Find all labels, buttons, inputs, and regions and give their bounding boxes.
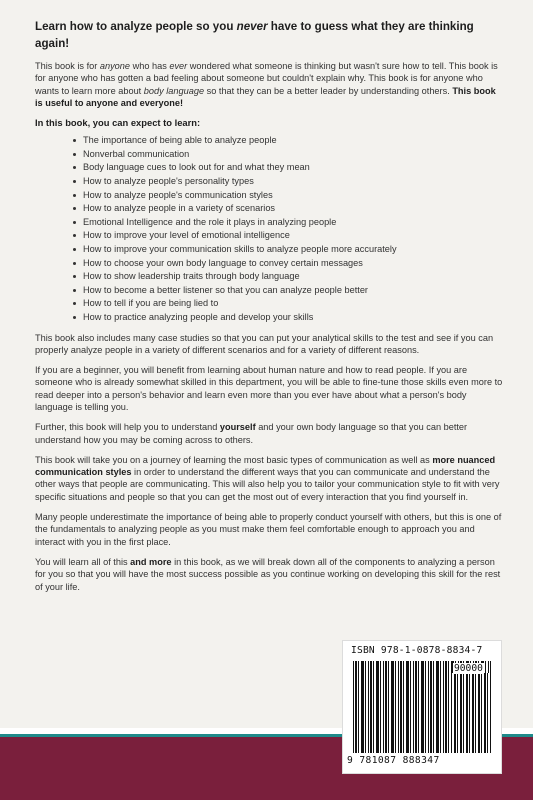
further-text-b: and your own body language so that you can better understand how you may be coming across to others. [35,422,468,445]
intro-text-4: so that they can be a better leader by understanding others. [204,85,453,96]
intro-em-ever: ever [169,61,188,71]
intro-text-3: wondered what someone is thinking but wasn't sure how to tell. This book is for anyone who has gotten a bad feeling about someone but couldn't explain why. This book is for anyone who wants to learn more about [35,61,498,96]
list-item: Body language cues to look out for and what they mean [83,161,503,175]
journey-text-b: in order to understand the different ways that you can communicate and understand the other ways that people are communicating. This will also help you to tailor your communication style to fit with very specific situations and people so that you can get the most out of every interaction that you find yourself in. [35,467,500,502]
list-item: How to show leadership traits through body language [83,270,503,284]
learn-all-text-b: in this book, as we will break down all of the components to analyzing a person for you so that you will have the most success possible as you continue working on developing this skill for the rest of your life. [35,556,501,592]
list-item: How to improve your level of emotional intelligence [83,229,503,243]
learn-list [35,134,503,324]
list-item: How to analyze people's communication styles [83,189,503,203]
underestimate-paragraph: Many people underestimate the importance of being able to properly conduct yourself with others, but this is one of the fundamentals to analyzing people as you must make them feel comfortable enough to approach you and interact with you in the first place. [35,512,502,547]
isbn-barcode [342,640,502,774]
barcode-digits: 9 781087 888347 [347,755,440,766]
list-item: How to improve your communication skills to analyze people more accurately [83,243,503,257]
beginner-paragraph: If you are a beginner, you will benefit from learning about human nature and how to read people. If you are someone who is already somewhat skilled in this department, you will be able to fine-tune those skills even more to read deeper into a person's behavior and learn even more than you ever have about what a person's body language is telling you. [35,365,503,412]
isbn-text: ISBN 978-1-0878-8834-7 [351,645,483,656]
barcode-addon-digits: 90000 [454,663,483,674]
list-item: How to tell if you are being lied to [83,297,503,311]
intro-em-anyone: anyone [99,61,131,71]
intro-em-body-language: body language [143,85,205,96]
blurb-content [35,18,503,601]
headline-emphasis: never [236,20,268,33]
list-item: How to analyze people's personality types [83,175,503,189]
intro-paragraph [35,60,503,109]
learn-all-bold: and more [130,556,172,567]
list-item: How to practice analyzing people and develop your skills [83,311,503,325]
further-text-a: Further, this book will help you to understand [35,422,220,433]
list-item: The importance of being able to analyze people [83,134,503,148]
journey-text-a: This book will take you on a journey of learning the most basic types of communication as well as [35,454,433,465]
list-item: How to become a better listener so that you can analyze people better [83,284,503,298]
further-paragraph [35,421,503,446]
learn-all-paragraph [35,556,503,593]
learn-heading: In this book, you can expect to learn: [35,117,201,129]
further-bold: yourself [219,422,256,433]
headline [35,18,503,52]
journey-bold: more nuanced communication styles [35,454,496,478]
headline-part1: Learn how to analyze people so you [35,20,237,33]
barcode-addon-bars [451,673,491,753]
intro-bold-useful: This book is useful to anyone and everyone! [35,85,496,108]
list-item: Nonverbal communication [83,148,503,162]
list-item: How to choose your own body language to convey certain messages [83,257,503,271]
intro-text-1: This book is for [35,61,100,71]
intro-text-2: who has [130,61,170,71]
headline-part2: have to guess what they are thinking again! [35,20,474,50]
case-studies-paragraph: This book also includes many case studies so that you can put your analytical skills to the test and see if you can properly analyze people in a variety of different scenarios and for a variety of different reasons. [35,332,494,355]
journey-paragraph [35,454,503,503]
list-item: How to analyze people in a variety of scenarios [83,202,503,216]
learn-all-text-a: You will learn all of this [35,556,131,567]
list-item: Emotional Intelligence and the role it plays in analyzing people [83,216,503,230]
